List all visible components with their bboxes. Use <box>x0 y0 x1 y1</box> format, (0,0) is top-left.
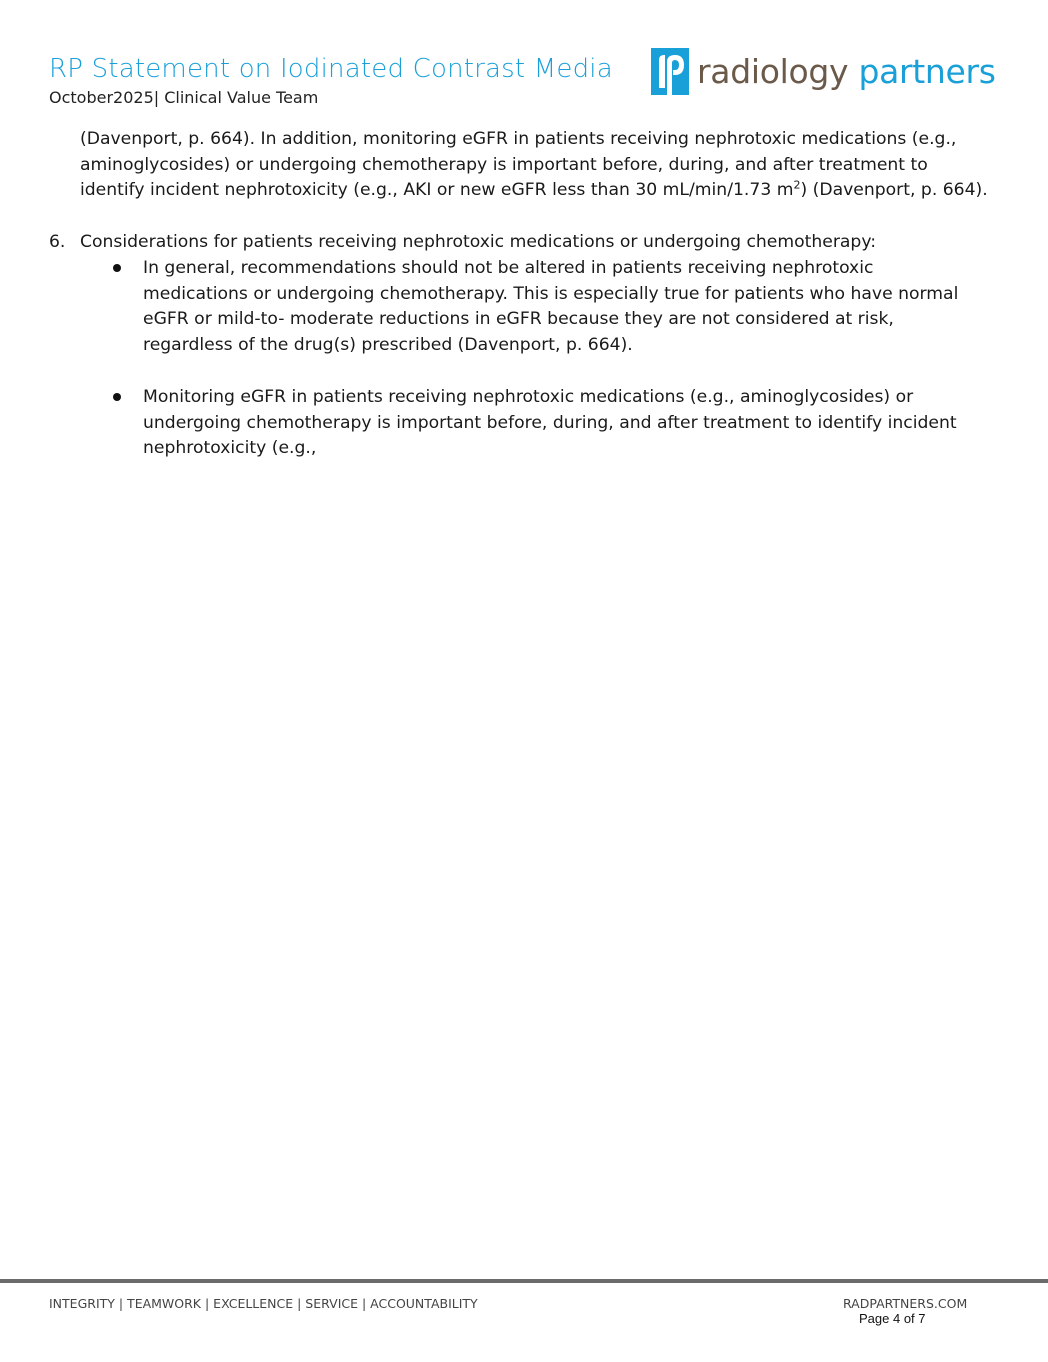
page-number: Page 4 of 7 <box>859 1311 926 1326</box>
logo-word-partners: partners <box>858 51 996 91</box>
footer-divider <box>0 1279 1048 1283</box>
footer-website: RADPARTNERS.COM <box>843 1296 968 1311</box>
document-subtitle: October2025| Clinical Value Team <box>49 88 319 107</box>
bullet-marker <box>113 264 123 274</box>
bullet-item: In general, recommendations should not be altered in patients receiving nephrotoxic medications or undergoing chemotherapy. This is especially true for patients who have normal eGFR or mild-to- moderate reductions in eGFR because they are not considered at risk, regardless of the drug(s) prescribed (Davenport, p. 664). <box>143 258 959 355</box>
paragraph-text-end: ) (Davenport, p. 664). <box>800 180 988 201</box>
section-number: 6. <box>49 232 66 252</box>
logo-wordmark <box>697 51 996 91</box>
bullet-marker <box>113 393 123 403</box>
radiology-partners-logo <box>651 47 996 95</box>
superscript: 2 <box>793 178 801 192</box>
rp-monogram-icon <box>651 48 689 95</box>
section-heading: Considerations for patients receiving nephrotoxic medications or undergoing chemotherapy: <box>80 232 877 252</box>
paragraph-text-start: (Davenport, p. 664). In addition, monitoring eGFR in patients receiving nephrotoxic medications (e.g., aminoglycosides) or undergoing chemotherapy is important before, during, and after treatment to identify incident nephrotoxicity (e.g., AKI or new eGFR less than 30 mL/min/1.73 m <box>80 129 957 201</box>
continued-paragraph <box>80 127 990 204</box>
footer-values: INTEGRITY | TEAMWORK | EXCELLENCE | SERVICE | ACCOUNTABILITY <box>49 1296 478 1311</box>
document-title: RP Statement on Iodinated Contrast Media <box>49 54 613 84</box>
logo-word-radiology: radiology <box>697 51 849 91</box>
rp-logo-mark-icon <box>651 48 689 95</box>
bullet-item: Monitoring eGFR in patients receiving nephrotoxic medications (e.g., aminoglycosides) or undergoing chemotherapy is important before, during, and after treatment to identify incident nephrotoxicity (e.g., <box>143 387 957 459</box>
